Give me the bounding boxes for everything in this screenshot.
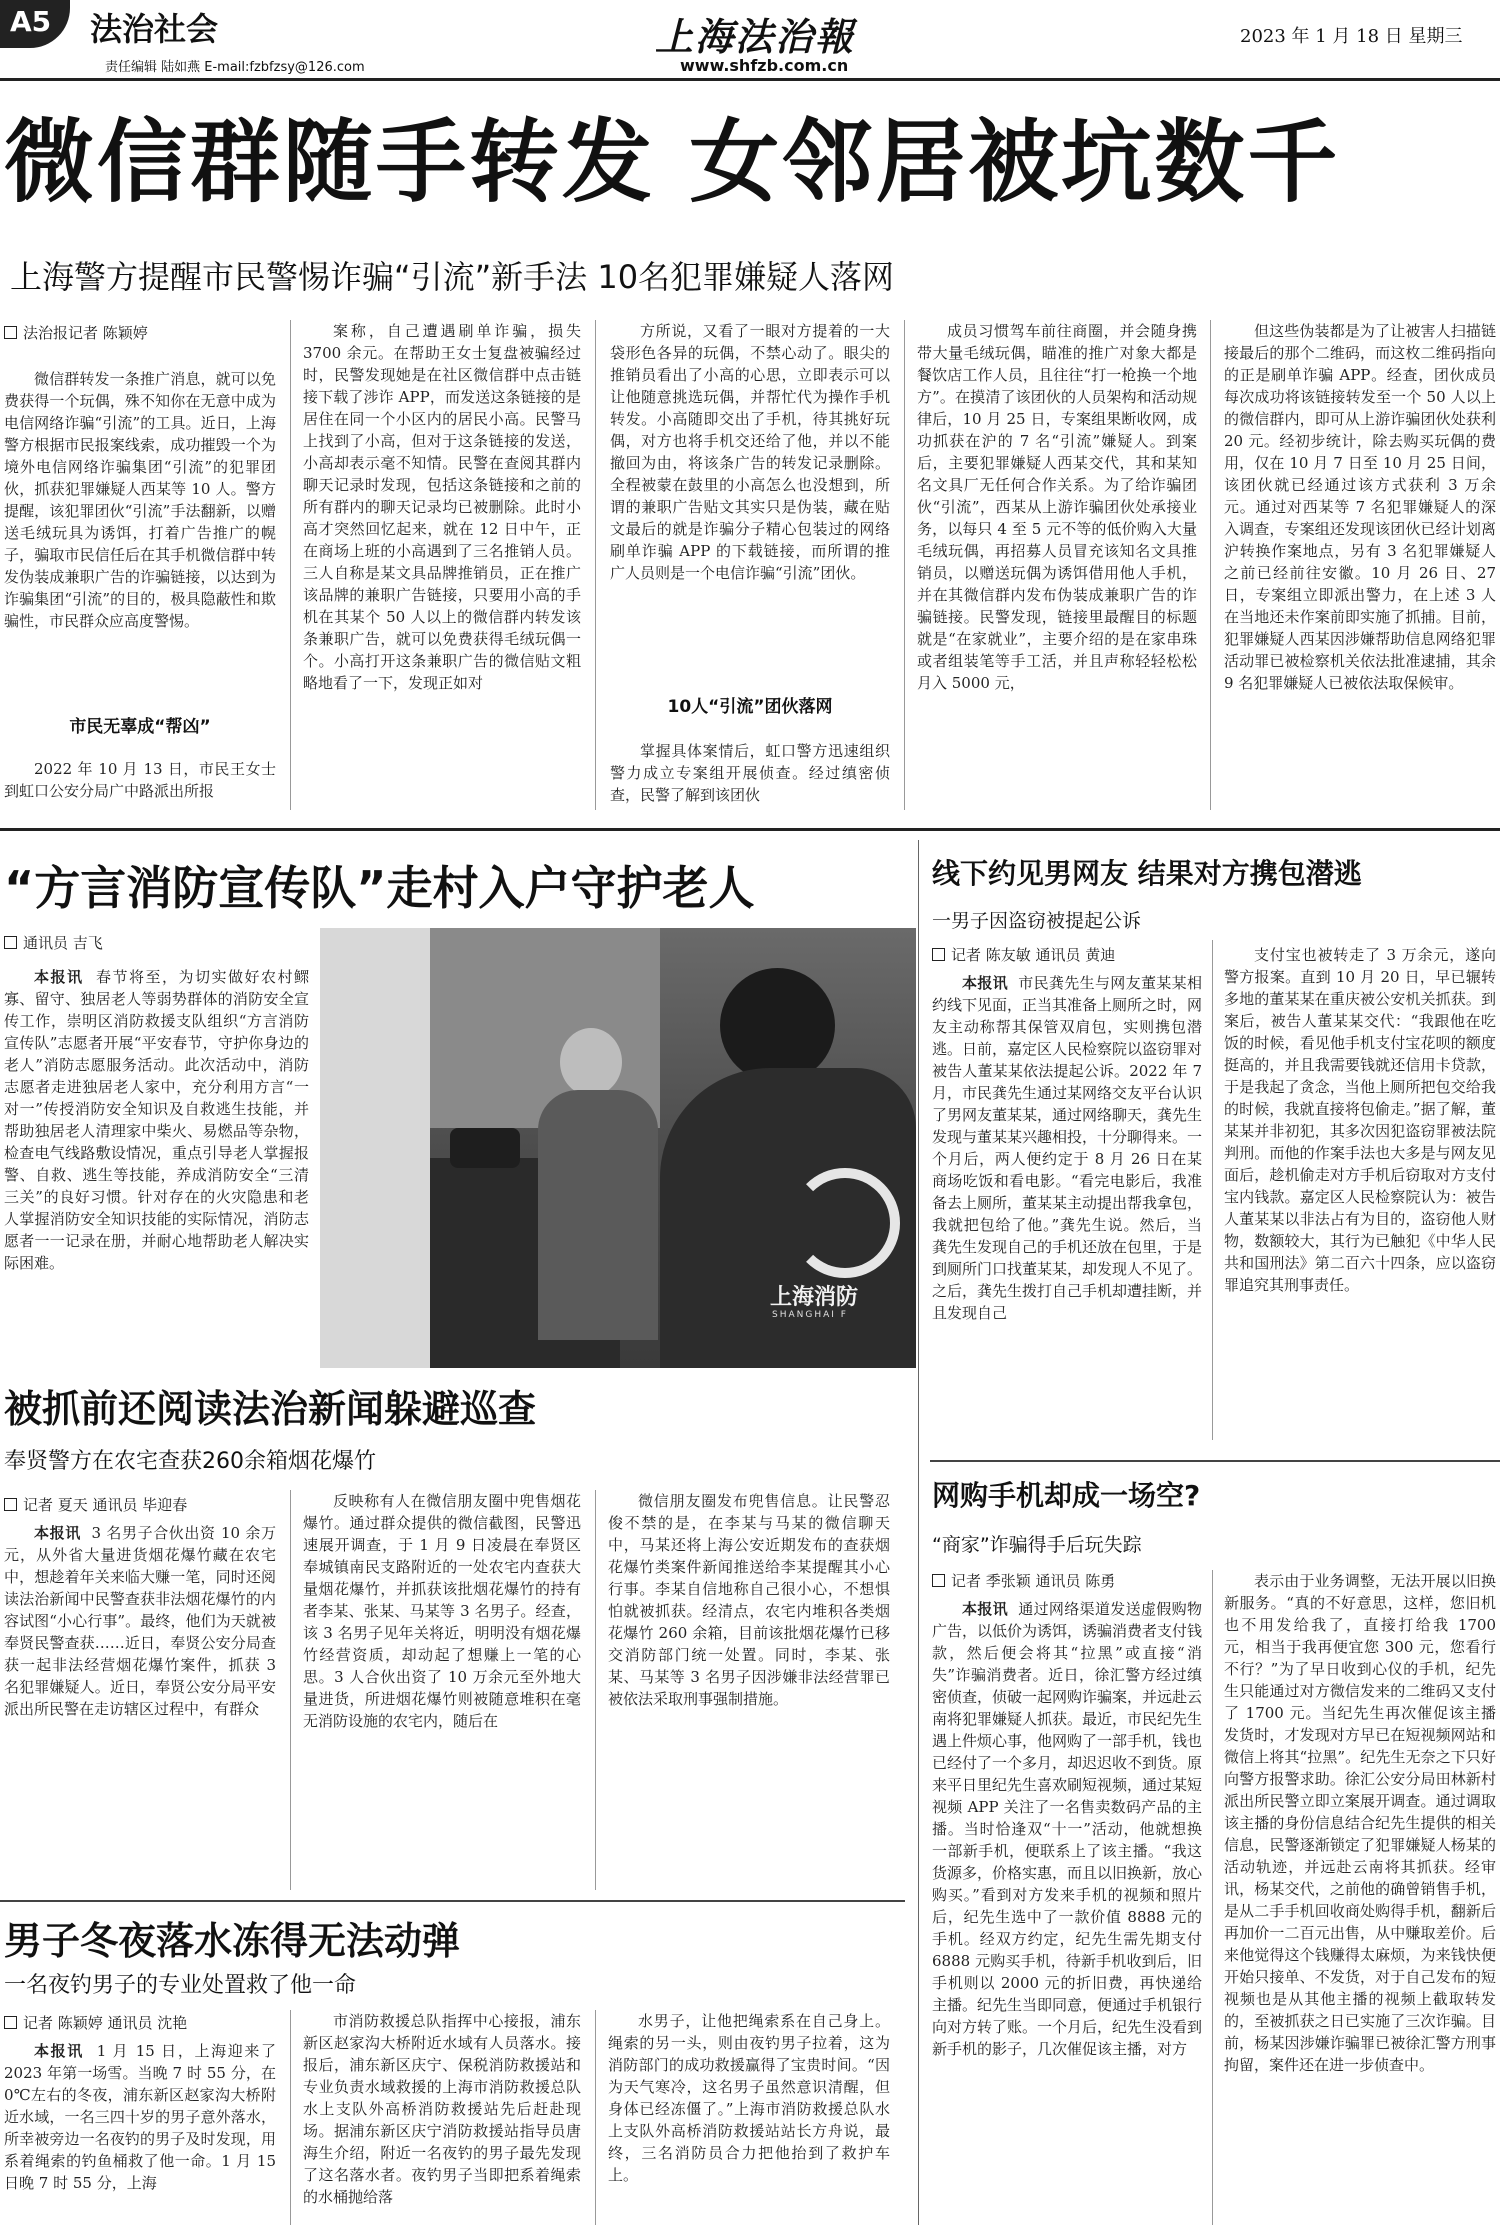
- cold-text-1: 1 月 15 日，上海迎来了 2023 年第一场雪。当晚 7 时 55 分，在 0℃左右的冬夜，浦东新区赵家沟大桥附近水域，一名三四十岁的男子意外落水，所幸被旁边一名夜钓的男子及时发现，用系着绳索的钓鱼桶救了他一命。1 月 15 日晚 7 时 55 分，上海: [4, 2042, 276, 2192]
- photo-elder-body: [538, 1090, 658, 1340]
- phone-headline: 网购手机却成一场空?: [932, 1479, 1201, 1512]
- photo-caption: 上海消防: [770, 1285, 859, 1310]
- byline-marker: [4, 1498, 17, 1511]
- col-divider: [595, 320, 596, 810]
- byline-marker: [4, 936, 17, 949]
- byline-marker: [4, 2016, 17, 2029]
- lead-col-1: 微信群转发一条推广消息，就可以免费获得一个玩偶，殊不知你在无意中成为电信网络诈骗“引流”的工具。近日，上海警方根据市民报案线索，成功摧毁一个为境外电信网络诈骗集团“引流”的犯罪团伙，抓获犯罪嫌疑人西某等 10 人。警方提醒，该犯罪团伙“引流”手法翻新，以赠送毛绒玩具为诱饵，打着广告推广的幌子，骗取市民信任后在其手机微信群中转发伪装成兼职广告的诈骗链接，以达到为诈骗集团“引流”的目的，极具隐蔽性和欺骗性，市民群众应高度警惕。: [4, 370, 276, 630]
- col-divider: [595, 1490, 596, 1890]
- lead-tag: 本报讯: [34, 2042, 84, 2060]
- header-rule: [0, 78, 1500, 81]
- photo-caption-en: SHANGHAI F: [772, 1310, 848, 1320]
- lead-byline: [4, 322, 148, 343]
- photo-vest-logo: [790, 1168, 900, 1278]
- fire-byline: [4, 932, 103, 953]
- byline-marker: [932, 948, 945, 961]
- byline-text: 法治报记者 陈颖婷: [23, 324, 148, 342]
- photo-pot: [450, 1128, 520, 1168]
- section-rule: [0, 1900, 905, 1902]
- cig-byline: [4, 1494, 187, 1515]
- lead-dek: 上海警方提醒市民警惕诈骗“引流”新手法 10名犯罪嫌疑人落网: [10, 258, 895, 296]
- date-dek: 一男子因盗窃被提起公诉: [932, 910, 1142, 932]
- col-divider: [290, 2010, 291, 2225]
- cig-text-1: 3 名男子合伙出资 10 余万元，从外省大量进货烟花爆竹藏在农宅中，想趁着年关来临大赚一笔，同时还阅读法治新闻中民警查获非法烟花爆竹的内容试图“小心行事”。最终，他们为天就被奉贤民警查获……近日，奉贤公安分局查获一起非法经营烟花爆竹案件，抓获 3 名犯罪嫌疑人。近日，奉贤公安分局平安派出所民警在走访辖区过程中，有群众: [4, 1524, 276, 1718]
- lead-col-3: 方所说，又看了一眼对方提着的一大袋形色各异的玩偶，不禁心动了。眼尖的推销员看出了小高的心思，立即表示可以让他随意挑选玩偶，并帮忙代为操作手机转发。小高随即交出了手机，待其挑好玩偶，对方也将手机交还给了他，并以不能撤回为由，将该条广告的转发记录删除。全程被蒙在鼓里的小高怎么也没想到，所谓的兼职广告贴文其实只是伪装，藏在贴文最后的就是诈骗分子精心包装过的网络刷单诈骗 APP 的下载链接，而所谓的推广人员则是一个电信诈骗“引流”团伙。: [610, 322, 890, 582]
- cold-col-3: 水男子，让他把绳索系在自己身上。绳索的另一头，则由夜钓男子拉着，这为消防部门的成功救援赢得了宝贵时间。“因为天气寒冷，这名男子虽然意识清醒，但身体已经冻僵了。”上海市消防救援总队水上支队外高桥消防救援站站长方舟说，最终，三名消防员合力把他抬到了救护车上。: [608, 2012, 890, 2184]
- masthead: 上海法治報: [655, 14, 856, 59]
- fire-headline: “方言消防宣传队”走村入户守护老人: [4, 861, 755, 915]
- byline-marker: [932, 1574, 945, 1587]
- lead-subhead-1: 市民无辜成“帮凶”: [69, 717, 211, 737]
- phone-text-1: 通过网络渠道发送虚假购物广告，以低价为诱饵，诱骗消费者支付钱款，然后便会将其“拉黑”或直接“消失”诈骗消费者。近日，徐汇警方经过缜密侦查，侦破一起网购诈骗案，并远赴云南将犯罪嫌疑人抓获。最近，市民纪先生遇上件烦心事，他网购了一部手机，钱也已经付了一个多月，却迟迟收不到货。原来平日里纪先生喜欢刷短视频，通过某短视频 APP 关注了一名售卖数码产品的主播。当时恰逢双“十一”活动，他就想换一部新手机，便联系上了该主播。“我这货源多，价格实惠，而且以旧换新，放心购买。”看到对方发来手机的视频和照片后，纪先生选中了一款价值 8888 元的手机。经双方约定，纪先生需先期支付 6888 元购买手机，待新手机收到后，旧手机则以 2000 元的折旧费，再快递给主播。纪先生当即同意，便通过手机银行向对方转了账。一个月后，纪先生没看到新手机的影子，几次催促该主播，对方: [932, 1600, 1202, 2058]
- lead-col-4: 成员习惯驾车前往商圈，并会随身携带大量毛绒玩偶，瞄准的推广对象大都是餐饮店工作人员，且往往“打一枪换一个地方”。在摸清了该团伙的人员架构和活动规律后，10 月 25 日，专案组果断收网，成功抓获在沪的 7 名“引流”嫌疑人。到案后，主要犯罪嫌疑人西某交代，其和某知名文具厂无任何合作关系。为了给诈骗团伙“引流”，西某从上游诈骗团伙处承接业务，以每只 4 至 5 元不等的低价购入大量毛绒玩偶，再招募人员冒充该知名文具推销员，以赠送玩偶为诱饵借用他人手机，并在其微信群内发布伪装成兼职广告的诈骗链接。民警发现，链接里最醒目的标题就是“在家就业”，主要介绍的是在家串珠或者组装笔等手工活，并且声称轻轻松松月入 5000 元，: [917, 322, 1197, 692]
- byline-text: 记者 陈颖婷 通讯员 沈艳: [23, 2014, 188, 2032]
- lead-tag: 本报讯: [962, 974, 1009, 992]
- cig-col-1: [4, 1522, 276, 1892]
- news-photo: [320, 928, 916, 1368]
- col-divider: [290, 320, 291, 810]
- byline-text: 记者 陈友敏 通讯员 黄迪: [951, 946, 1116, 964]
- lead-col-3b: 掌握具体案情后，虹口警方迅速组织警力成立专案组开展侦查。经过缜密侦查，民警了解到该团伙: [610, 742, 890, 804]
- col-divider: [904, 320, 905, 810]
- column-divider: [918, 840, 919, 2225]
- cold-headline: 男子冬夜落水冻得无法动弹: [4, 1919, 461, 1963]
- col-divider: [1212, 1570, 1213, 2225]
- cig-col-3: 微信朋友圈发布兜售信息。让民警忍俊不禁的是，在李某与马某的微信聊天中，马某还将上海公安近期发布的查获烟花爆竹类案件新闻推送给李某提醒其小心行事。李某自信地称自己很小心，不想惧怕就被抓获。经清点，农宅内堆积各类烟花爆竹 260 余箱，目前该批烟花爆竹已移交消防部门统一处置。同时，李某、张某、马某等 3 名男子因涉嫌非法经营罪已被依法采取刑事强制措施。: [608, 1492, 890, 1708]
- fire-body: [4, 966, 309, 1366]
- cold-col-2: 市消防救援总队指挥中心接报，浦东新区赵家沟大桥附近水域有人员落水。接报后，浦东新区庆宁、保税消防救援站和专业负责水域救援的上海市消防救援总队水上支队外高桥消防救援站先后赶赴现场。据浦东新区庆宁消防救援站指导员唐海生介绍，附近一名夜钓的男子最先发现了这名落水者。夜钓男子当即把系着绳索的水桶抛给落: [303, 2012, 581, 2206]
- phone-col-1: [932, 1598, 1202, 2225]
- website: www.shfzb.com.cn: [680, 56, 849, 75]
- photo-doorway: [320, 928, 430, 1368]
- cig-dek: 奉贤警方在农宅查获260余箱烟花爆竹: [4, 1449, 376, 1474]
- lead-col-2: 案称，自己遭遇刷单诈骗，损失 3700 余元。在帮助王女士复盘被骗经过时，民警发现她是在社区微信群中点击链接下载了涉诈 APP，而发送这条链接的是居住在同一个小区内的居民小高。民警马上找到了小高，但对于这条链接的发送，小高却表示毫不知情。民警在查阅其群内聊天记录时发现，包括这条链接和之前的所有群内的聊天记录均已被删除。此时小高才突然回忆起来，就在 12 日中午，正在商场上班的小高遇到了三名推销人员。三人自称是某文具品牌推销员，正在推广该品牌的兼职广告链接，只要用小高的手机在其某个 50 人以上的微信群内转发该条兼职广告，就可以免费获得毛绒玩偶一个。小高打开这条兼职广告的微信贴文粗略地看了一下，发现正如对: [303, 322, 581, 692]
- col-divider: [595, 2010, 596, 2225]
- cold-dek: 一名夜钓男子的专业处置救了他一命: [4, 1973, 357, 1998]
- phone-dek: “商家”诈骗得手后玩失踪: [932, 1534, 1142, 1556]
- cold-byline: [4, 2012, 187, 2033]
- cig-col-2: 反映称有人在微信朋友圈中兜售烟花爆竹。通过群众提供的微信截图，民警迅速展开调查，于 1 月 9 日凌晨在奉贤区奉城镇南民支路附近的一处农宅内查获大量烟花爆竹，并抓获该批烟花爆竹的持有者李某、张某、马某等 3 名男子。经查，该 3 名男子见年关将近，明明没有烟花爆竹经营资质，却动起了想赚上一笔的心思。3 人合伙出资了 10 万余元至外地大量进货，所进烟花爆竹则被随意堆积在毫无消防设施的农宅内，随后在: [303, 1492, 581, 1730]
- phone-byline: [932, 1570, 1115, 1591]
- lead-tag: 本报讯: [34, 968, 84, 986]
- section-rule: [930, 1460, 1500, 1462]
- byline-text: 记者 夏天 通讯员 毕迎春: [23, 1496, 188, 1514]
- byline-text: 通讯员 吉飞: [23, 934, 103, 952]
- lead-tag: 本报讯: [962, 1600, 1009, 1618]
- byline-text: 记者 季张颖 通讯员 陈勇: [951, 1572, 1116, 1590]
- lead-subhead-2: 10人“引流”团伙落网: [667, 697, 833, 717]
- photo-volunteer-head: [720, 968, 835, 1083]
- phone-col-2: 表示由于业务调整，无法开展以旧换新服务。“真的不好意思，这样，您旧机也不用发给我了，直接打给我 1700 元，相当于我再便宜您 300 元，您看行不行？”为了早日收到心仪的手机，纪先生只能通过对方微信发来的二维码又支付了 1700 元。当纪先生再次催促该主播发货时，才发现对方早已在短视频网站和微信上将其“拉黑”。纪先生无奈之下只好向警方报警求助。徐汇公安分局田林新村派出所民警立即立案展开调查。通过调取该主播的身份信息结合纪先生提供的相关信息，民警逐渐锁定了犯罪嫌疑人杨某的活动轨迹，并远赴云南将其抓获。经审讯，杨某交代，之前他的确曾销售手机，是从二手手机回收商处购得手机，翻新后再加价一二百元出售，从中赚取差价。后来他觉得这个钱赚得太麻烦，为来钱快便开始只接单、不发货，对于自己发布的短视频也是从其他主播的视频上截取转发的，至被抓获之日已实施了三次诈骗。目前，杨某因涉嫌诈骗罪已被徐汇警方刑事拘留，案件还在进一步侦查中。: [1224, 1572, 1496, 2074]
- cold-col-1: [4, 2040, 276, 2225]
- col-divider: [290, 1490, 291, 1890]
- date-text-1: 市民龚先生与网友董某某相约线下见面，正当其准备上厕所之时，网友主动称帮其保管双肩包，实则携包潜逃。日前，嘉定区人民检察院以盗窃罪对被告人董某某依法提起公诉。2022 年 7 月，市民龚先生通过某网络交友平台认识了男网友董某某，通过网络聊天，龚先生发现与董某某兴趣相投，十分聊得来。一个月后，两人便约定于 8 月 26 日在某商场吃饭和看电影。“看完电影后，我准备去上厕所，董某某主动提出帮我拿包，我就把包给了他。”龚先生说。然后，当龚先生发现自己的手机还放在包里，于是到厕所门口找董某某，却发现人不见了。之后，龚先生拨打自己手机却遭挂断，并且发现自己: [932, 974, 1202, 1322]
- date-col-2: 支付宝也被转走了 3 万余元，遂向警方报案。直到 10 月 20 日，早已辗转多地的董某某在重庆被公安机关抓获。到案后，被告人董某某交代：“我跟他在吃饭的时候，看见他手机支付宝花呗的额度挺高的，并且我需要钱就还信用卡贷款，于是我起了贪念，当他上厕所把包交给我的时候，我就直接将包偷走。”据了解，董某某并非初犯，其多次因犯盗窃罪被法院判刑。而他的作案手法也大多是与网友见面后，趁机偷走对方手机后窃取对方支付宝内钱款。嘉定区人民检察院认为：被告人董某某以非法占有为目的，盗窃他人财物，数额较大，其行为已触犯《中华人民共和国刑法》第二百六十四条，应以盗窃罪追究其刑事责任。: [1224, 946, 1496, 1294]
- editor-line: 责任编辑 陆如燕 E-mail:fzbfzsy@126.com: [105, 60, 365, 75]
- section-badge: A5: [0, 0, 70, 48]
- lead-col-1b: 2022 年 10 月 13 日，市民王女士到虹口公安分局广中路派出所报: [4, 760, 276, 800]
- lead-tag: 本报讯: [34, 1524, 81, 1542]
- lead-col-5: 但这些伪装都是为了让被害人扫描链接最后的那个二维码，而这枚二维码指向的正是刷单诈骗 APP。经查，团伙成员每次成功将该链接转发至一个 50 人以上的微信群内，即可从上游诈骗团伙处获利 20 元。经初步统计，除去购买玩偶的费用，仅在 10 月 7 日至 10 月 25 日间，该团伙就已经通过该方式获利 3 万余元。通过对西某等 7 名犯罪嫌疑人的深入调查，专案组还发现该团伙已经计划离沪转换作案地点，另有 3 名犯罪嫌疑人之前已经前往安徽。10 月 26 日、27 日，专案组立即派出警力，在上述 3 人在当地还未作案前即实施了抓捕。目前，犯罪嫌疑人西某因涉嫌帮助信息网络犯罪活动罪已被检察机关依法批准逮捕，其余 9 名犯罪嫌疑人已被依法取保候审。: [1224, 322, 1496, 692]
- lead-headline: 微信群随手转发 女邻居被坑数千: [4, 110, 1341, 215]
- col-divider: [1212, 940, 1213, 1440]
- section-rule: [0, 828, 1500, 831]
- date-byline: [932, 944, 1115, 965]
- date-headline: 线下约见男网友 结果对方携包潜逃: [932, 857, 1362, 890]
- col-divider: [1210, 320, 1211, 810]
- cig-headline: 被抓前还阅读法治新闻躲避巡查: [4, 1387, 537, 1431]
- section-title: 法治社会: [90, 10, 219, 48]
- byline-marker: [4, 326, 17, 339]
- fire-text: 春节将至，为切实做好农村鳏寡、留守、独居老人等弱势群体的消防安全宣传工作，崇明区消防救援支队组织“方言消防宣传队”志愿者开展“平安春节，守护你身边的老人”消防志愿服务活动。此次活动中，消防志愿者走进独居老人家中，充分利用方言“一对一”传授消防安全知识及自救逃生技能，并帮助独居老人清理家中柴火、易燃品等杂物，检查电气线路敷设情况，重点引导老人掌握报警、自救、逃生等技能，养成消防安全“三清三关”的良好习惯。针对存在的火灾隐患和老人掌握消防安全知识技能的实际情况，消防志愿者一一记录在册，并耐心地帮助老人解决实际困难。: [4, 968, 309, 1272]
- photo-elder-head: [560, 1028, 622, 1096]
- issue-date: 2023 年 1 月 18 日 星期三: [1240, 26, 1463, 47]
- date-col-1: [932, 972, 1202, 1442]
